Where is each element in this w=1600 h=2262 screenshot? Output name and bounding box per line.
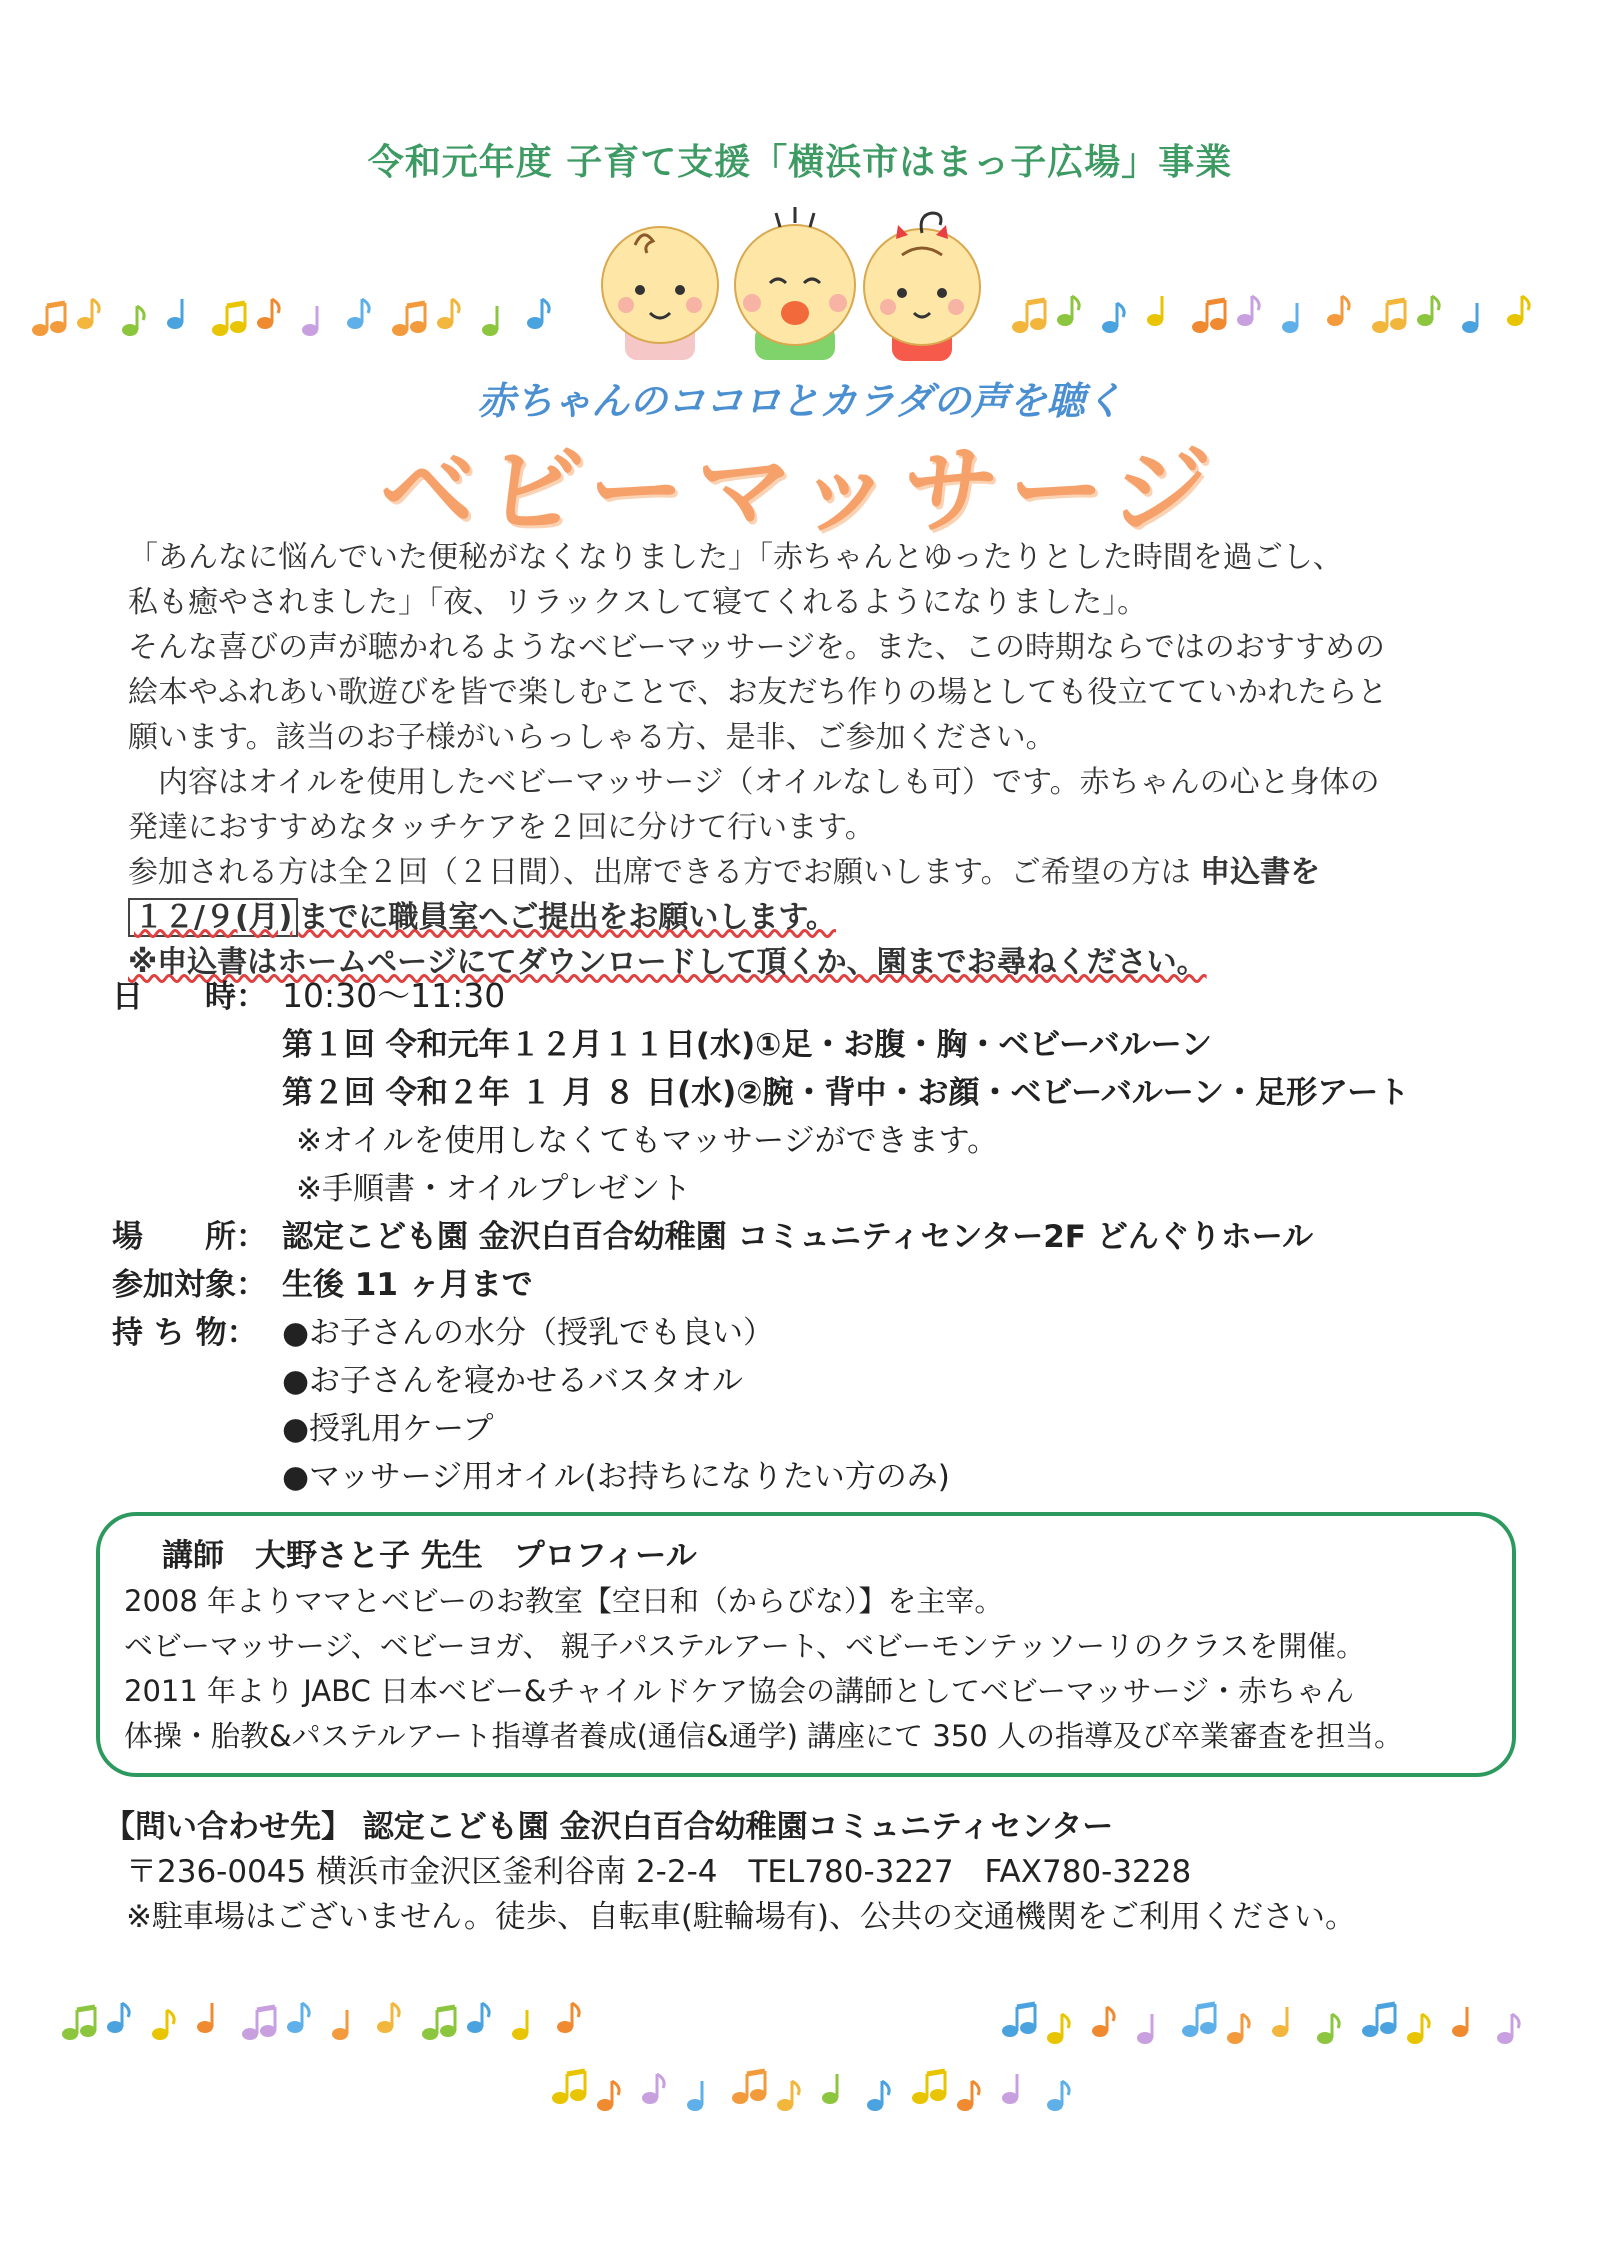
time-value: 10:30〜11:30 bbox=[282, 976, 506, 1015]
baby-face-3 bbox=[864, 213, 980, 361]
music-note-icon bbox=[107, 2003, 129, 2033]
music-note-icon bbox=[1317, 2014, 1339, 2044]
profile-line: 2008 年よりママとベビーのお教室【空日和（からびな）】を主宰。 bbox=[124, 1584, 1004, 1618]
target-value: 生後 11 ヶ月まで bbox=[282, 1267, 533, 1303]
music-note-icon bbox=[332, 2010, 348, 2040]
music-note-icon bbox=[1417, 296, 1439, 326]
music-note-icon bbox=[482, 306, 498, 336]
contact-address: 〒236-0045 横浜市金沢区釜利谷南 2-2-4 TEL780-3227 FAX780-3228 bbox=[126, 1854, 1192, 1890]
music-note-icon bbox=[77, 299, 99, 329]
intro-line: 「あんなに悩んでいた便秘がなくなりました」「赤ちゃんとゆったりとした時間を過ごし、 bbox=[128, 540, 1343, 575]
instructor-profile-box bbox=[96, 1512, 1516, 1777]
item: ●授乳用ケープ bbox=[282, 1411, 494, 1447]
time-row bbox=[112, 972, 1552, 1021]
music-note-icon bbox=[437, 299, 459, 329]
profile-line: 体操・胎教&パステルアート指導者養成(通信&通学) 講座にて 350 人の指導及び卒業審査を担当。 bbox=[124, 1719, 1403, 1753]
music-note-icon bbox=[1092, 2007, 1114, 2037]
music-note-icon bbox=[597, 2081, 619, 2111]
music-note-icon bbox=[1047, 2081, 1069, 2111]
session-1: 第１回 令和元年１２月１１日(水)①足・お腹・胸・ベビーバルーン bbox=[282, 1027, 1212, 1063]
music-note-icon bbox=[1237, 296, 1259, 326]
music-note-icon bbox=[552, 2071, 586, 2104]
intro-section bbox=[128, 535, 1528, 985]
music-note-icon bbox=[1002, 2004, 1036, 2037]
music-note-icon bbox=[912, 2071, 946, 2104]
music-note-icon bbox=[167, 299, 183, 329]
place-label: 場 所： bbox=[112, 1219, 267, 1255]
music-note-icon bbox=[422, 2007, 456, 2040]
music-note-icon bbox=[642, 2074, 664, 2104]
music-note-icon bbox=[212, 303, 246, 336]
oil-note: ※オイルを使用しなくてもマッサージができます。 bbox=[296, 1123, 999, 1159]
place-row bbox=[112, 1213, 1552, 1261]
music-note-icon bbox=[1047, 2014, 1069, 2044]
music-note-icon bbox=[777, 2081, 799, 2111]
intro-line: 内容はオイルを使用したベビーマッサージ（オイルなしも可）です。赤ちゃんの心と身体の bbox=[128, 765, 1380, 800]
music-note-icon bbox=[867, 2081, 889, 2111]
music-notes-top-right bbox=[1010, 285, 1570, 355]
music-note-icon bbox=[1282, 303, 1298, 333]
music-note-icon bbox=[467, 2003, 489, 2033]
music-note-icon bbox=[1407, 2014, 1429, 2044]
music-note-icon bbox=[1272, 2007, 1288, 2037]
music-note-icon bbox=[1147, 296, 1163, 326]
download-note: ※申込書はホームページにてダウンロードして頂くか、園までお尋ねください。 bbox=[128, 945, 1207, 980]
music-note-icon bbox=[527, 299, 549, 329]
music-note-icon bbox=[1327, 296, 1349, 326]
intro-line: 願います。該当のお子様がいらっしゃる方、是非、ご参加ください。 bbox=[128, 720, 1056, 755]
music-note-icon bbox=[242, 2007, 276, 2040]
profile-title: 講師 大野さと子 先生 プロフィール bbox=[162, 1538, 697, 1574]
deadline-line bbox=[128, 895, 1528, 940]
apply-prefix: 参加される方は全２回（２日間）、出席できる方でお願いします。ご希望の方は bbox=[128, 855, 1191, 890]
music-note-icon bbox=[287, 2003, 309, 2033]
intro-line: 絵本やふれあい歌遊びを皆で楽しむことで、お友だち作りの場としても役立てていかれたらと bbox=[128, 675, 1388, 710]
music-note-icon bbox=[302, 306, 318, 336]
time-label: 日 時： bbox=[112, 979, 267, 1015]
music-note-icon bbox=[377, 2003, 399, 2033]
apply-line bbox=[128, 850, 1528, 895]
music-note-icon bbox=[1452, 2007, 1468, 2037]
music-notes-bottom-left bbox=[60, 1995, 620, 2065]
music-note-icon bbox=[152, 2010, 174, 2040]
place-value: 認定こども園 金沢白百合幼稚園 コミュニティセンター2F どんぐりホール bbox=[282, 1219, 1314, 1255]
music-note-icon bbox=[557, 2003, 579, 2033]
contact-section bbox=[104, 1805, 1544, 1940]
intro-line: そんな喜びの声が聴かれるようなベビーマッサージを。また、この時期ならではのおすすめの bbox=[128, 630, 1385, 665]
target-label: 参加対象： bbox=[112, 1267, 267, 1303]
music-notes-bottom-right bbox=[1000, 1995, 1560, 2065]
music-note-icon bbox=[687, 2081, 703, 2111]
music-note-icon bbox=[1002, 2074, 1018, 2104]
music-note-icon bbox=[512, 2010, 528, 2040]
music-note-icon bbox=[257, 299, 279, 329]
event-subtitle: 赤ちゃんのココロとカラダの声を聴く bbox=[477, 379, 1123, 423]
session-2: 第２回 令和２年 １ 月 ８ 日(水)②腕・背中・お顔・ベビーバルーン・足形アート bbox=[282, 1075, 1410, 1111]
item: ●マッサージ用オイル(お持ちになりたい方のみ) bbox=[282, 1459, 950, 1495]
music-note-icon bbox=[1137, 2014, 1153, 2044]
details-section bbox=[112, 972, 1552, 1501]
profile-line: 2011 年より JABC 日本ベビー&チャイルドケア協会の講師としてベビーマッサージ・赤ちゃん bbox=[124, 1674, 1355, 1708]
baby-faces-illustration bbox=[580, 205, 1020, 365]
music-notes-top-left bbox=[30, 285, 590, 355]
music-note-icon bbox=[732, 2071, 766, 2104]
music-note-icon bbox=[1102, 303, 1124, 333]
contact-title: 【問い合わせ先】 認定こども園 金沢白百合幼稚園コミュニティセンター bbox=[104, 1809, 1114, 1845]
music-note-icon bbox=[62, 2007, 96, 2040]
parking-note: ※駐車場はございません。徒歩、自転車(駐輪場有)、公共の交通機関をご利用ください。 bbox=[126, 1899, 1357, 1935]
items-label: 持 ち 物： bbox=[112, 1315, 258, 1351]
deadline-suffix: までに職員室へご提出をお願いします。 bbox=[298, 900, 836, 935]
item: ●お子さんの水分（授乳でも良い） bbox=[282, 1315, 775, 1351]
music-note-icon bbox=[1182, 2004, 1216, 2037]
music-note-icon bbox=[122, 306, 144, 336]
music-note-icon bbox=[822, 2074, 838, 2104]
target-row bbox=[112, 1261, 1552, 1309]
apply-bold: 申込書を bbox=[1200, 855, 1321, 890]
music-note-icon bbox=[392, 303, 426, 336]
music-note-icon bbox=[347, 299, 369, 329]
music-notes-bottom-center bbox=[550, 2065, 1110, 2135]
music-note-icon bbox=[957, 2081, 979, 2111]
music-note-icon bbox=[1462, 303, 1478, 333]
music-note-icon bbox=[1057, 296, 1079, 326]
event-title: ベビーマッサージ bbox=[374, 435, 1225, 547]
music-note-icon bbox=[32, 303, 66, 336]
music-note-icon bbox=[1497, 2014, 1519, 2044]
music-note-icon bbox=[1507, 296, 1529, 326]
header-title: 令和元年度 子育て支援「横浜市はまっ子広場」事業 bbox=[367, 142, 1233, 183]
music-note-icon bbox=[1227, 2014, 1249, 2044]
items-row bbox=[112, 1309, 1552, 1357]
music-note-icon bbox=[1192, 300, 1226, 333]
baby-face-1 bbox=[602, 227, 718, 360]
music-note-icon bbox=[197, 2003, 213, 2033]
present-note: ※手順書・オイルプレゼント bbox=[296, 1171, 692, 1207]
baby-face-2 bbox=[735, 207, 855, 360]
profile-line: ベビーマッサージ、ベビーヨガ、 親子パステルアート、ベビーモンテッソーリのクラスを開催。 bbox=[124, 1629, 1366, 1663]
music-note-icon bbox=[1362, 2004, 1396, 2037]
intro-line: 私も癒やされました」「夜、リラックスして寝てくれるようになりました」。 bbox=[128, 585, 1148, 620]
music-note-icon bbox=[1372, 300, 1406, 333]
deadline-date: １２/９(月) bbox=[128, 898, 298, 937]
item: ●お子さんを寝かせるバスタオル bbox=[282, 1363, 744, 1399]
intro-line: 発達におすすめなタッチケアを２回に分けて行います。 bbox=[128, 810, 875, 845]
